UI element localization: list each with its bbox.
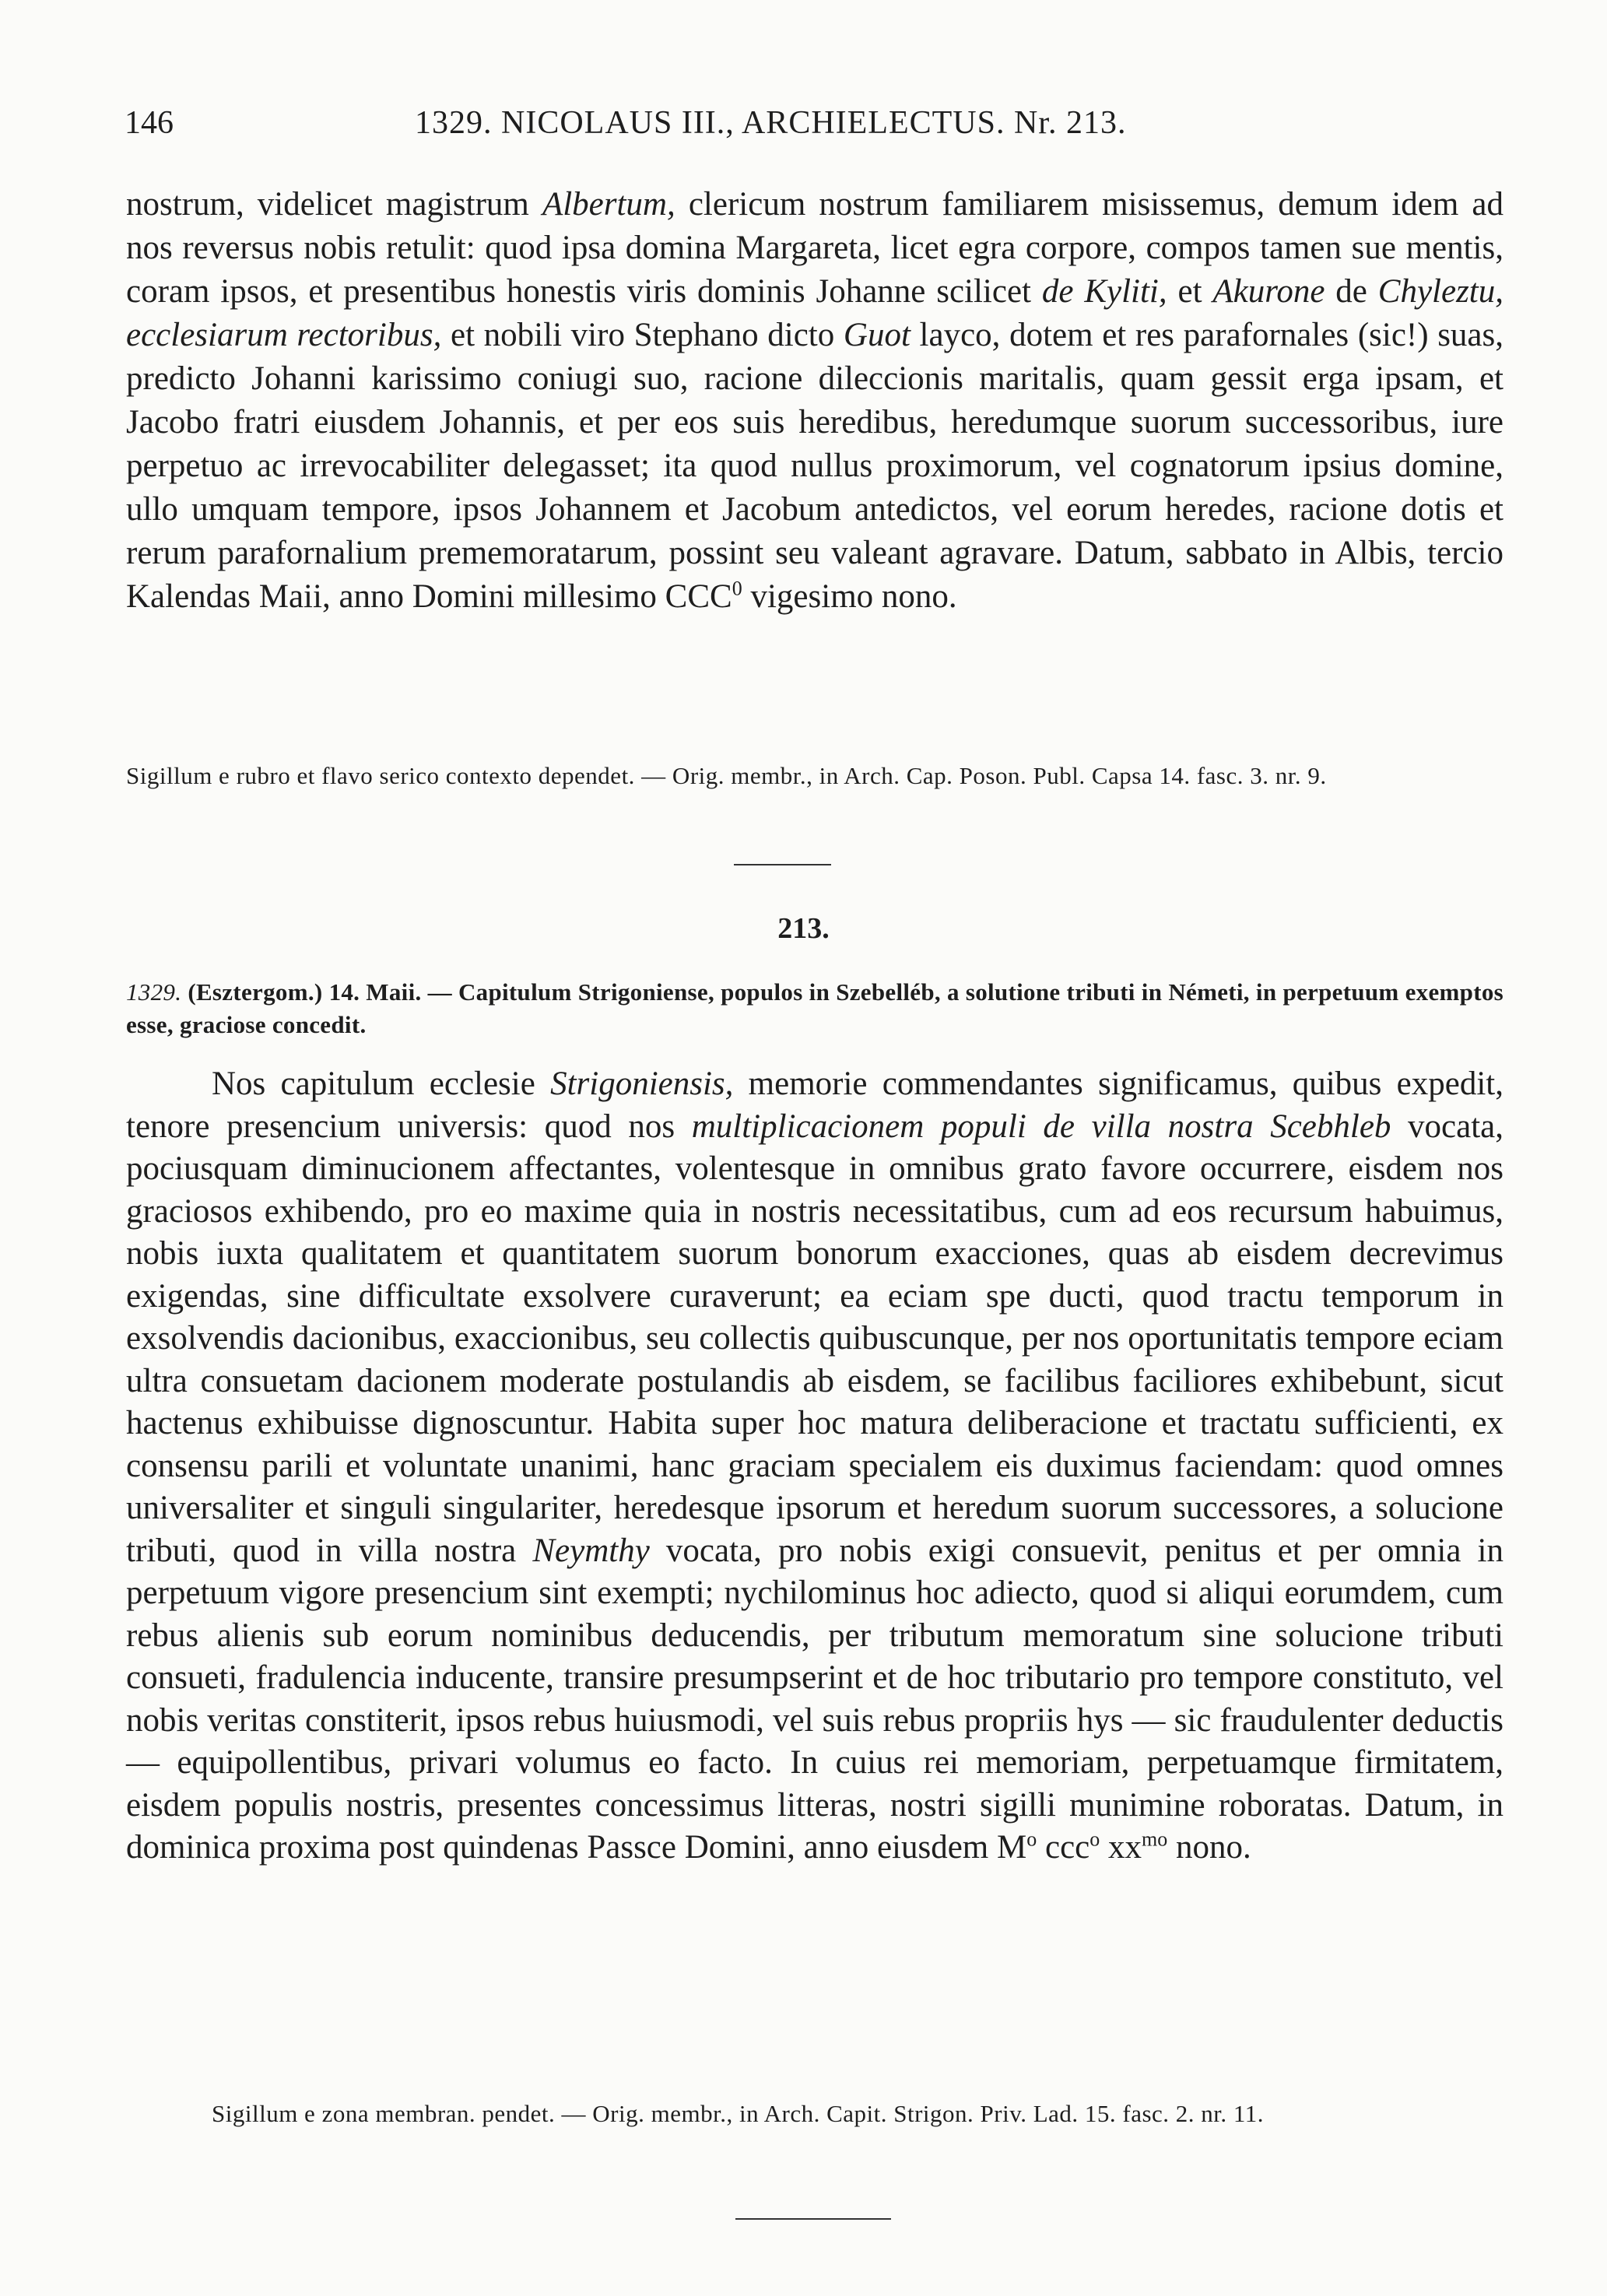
personal-name: Guot (843, 317, 911, 353)
main-document-body: Nos capitulum ecclesie Strigoniensis, memorie commendantes significamus, quibus expedit, tenore presencium universis: quod nos multiplicacionem populi de villa nostra Scebhleb vocata, pociusquam diminucionem affectantes, volentesque in omnibus grato favore occurrere, eisdem nos graciosos exhibendo, pro eo maxime quia in nostris necessitatibus, cum ad eos recursum habuimus, nobis iuxta qualitatem et quantitatem suorum bonorum exacciones, quas ab eisdem decrevimus exigendas, sine difficultate exsolvere curaverunt; ea eciam spe ducti, quod tractu temporum in exsolvendis dacionibus, exaccionibus, seu collectis quibuscunque, per nos oportunitatis tempore eciam ultra consuetam dacionem moderate postulandis ab eisdem, se facilibus faciliores exhibebunt, sicut hactenus exhibuisse dignoscuntur. Habita super hoc matura deliberacione et tractatu sufficienti, ex consensu parili et voluntate unanimi, hanc graciam specialem eis duximus faciendam: quod omnes universaliter et singuli singulariter, heredesque ipsorum et heredum suorum successores, a solucione tributi, quod in villa nostra Neymthy vocata, pro nobis exigi consuevit, penitus et per omnia in perpetuum vigore presencium sint exempti; nychilominus hoc adiecto, quod si aliqui eorumdem, cum rebus alienis sub eorum nominibus deducendis, per tributum memoratum sine solucione tributi consueti, fradulencia inducente, transire presumpserint et de hoc tributario pro tempore constituto, vel nobis veritas constiterit, ipsos rebus huiusmodi, vel suis rebus propriis hys — sic fraudulenter deductis — equipollentibus, privari volumus eo facto. In cuius rei memoriam, perpetuamque firmitatem, eisdem populis nostris, presentes concessimus litteras, nostri sigilli munimine roboratas. Datum, in dominica proxima post quindenas Passce Domini, anno eiusdem $M^o$ ccc$^o$ $xx^{mo}$ nono. (126, 1065, 1503, 1866)
personal-name: Akurone (1212, 273, 1325, 310)
place-name: Strigoniensis, (550, 1065, 734, 1102)
emphasis-phrase: multiplicacionem populi de villa nostra Scebhleb (691, 1108, 1391, 1145)
source-note: Sigillum e zona membran. pendet. — Orig. membr., in Arch. Capit. Strigon. Priv. Lad. 15. fasc. 2. nr. 11. (212, 2100, 1265, 2127)
running-title: 1329. NICOLAUS III., ARCHIELECTUS. Nr. 213. (415, 105, 1127, 141)
place-name: Neymthy (532, 1532, 650, 1569)
previous-document-body: nostrum, videlicet magistrum Albertum, clericum nostrum familiarem misissemus, demum idem ad nos reversus nobis retulit: quod ipsa domina Margareta, licet egra corpore, compos tamen sue mentis, coram ipsos, et presentibus honestis viris dominis Johanne scilicet de Kyliti, et Akurone de Chyleztu, ecclesiarum rectoribus, et nobili viro Stephano dicto Guot layco, dotem et res parafornales (sic!) suas, predicto Johanni karissimo coniugi suo, racione dileccionis maritalis, quam gessit erga ipsam, et Jacobo fratri eiusdem Johannis, et per eos suis heredibus, heredumque suorum successoribus, iure perpetuo ac irrevocabiliter delegasset; ita quod nullus proximorum, vel cognatorum ipsius domine, ullo umquam tempore, ipsos Johannem et Jacobum antedictos, vel eorum heredes, racione dotis et rerum parafornalium prememoratarum, possint seu valeant agravare. Datum, sabbato in Albis, tercio Kalendas Maii, anno Domini millesimo CCC$^0$ vigesimo nono. (126, 186, 1503, 615)
document-regest: 1329. (Esztergom.) 14. Maii. — Capitulum Strigoniense, populos in Szebelléb, a solutione tributi in Németi, in perpetuum exemptos esse, graciose concedit. (126, 978, 1503, 1038)
page-number: 146 (125, 105, 174, 141)
section-divider (735, 2218, 891, 2220)
document-number: 213. (777, 912, 830, 945)
place-name: Chyleztu, ecclesiarum rectoribus, (126, 273, 1503, 353)
running-header (125, 100, 1494, 146)
source-note: Sigillum e rubro et flavo serico contexto dependet. — Orig. membr., in Arch. Cap. Poson. Publ. Capsa 14. fasc. 3. nr. 9. (126, 762, 1327, 789)
section-divider (734, 864, 831, 865)
place-name: de Kyliti, (1041, 273, 1167, 310)
personal-name: Albertum, (542, 186, 675, 223)
regest-date: 1329. (126, 978, 182, 1006)
